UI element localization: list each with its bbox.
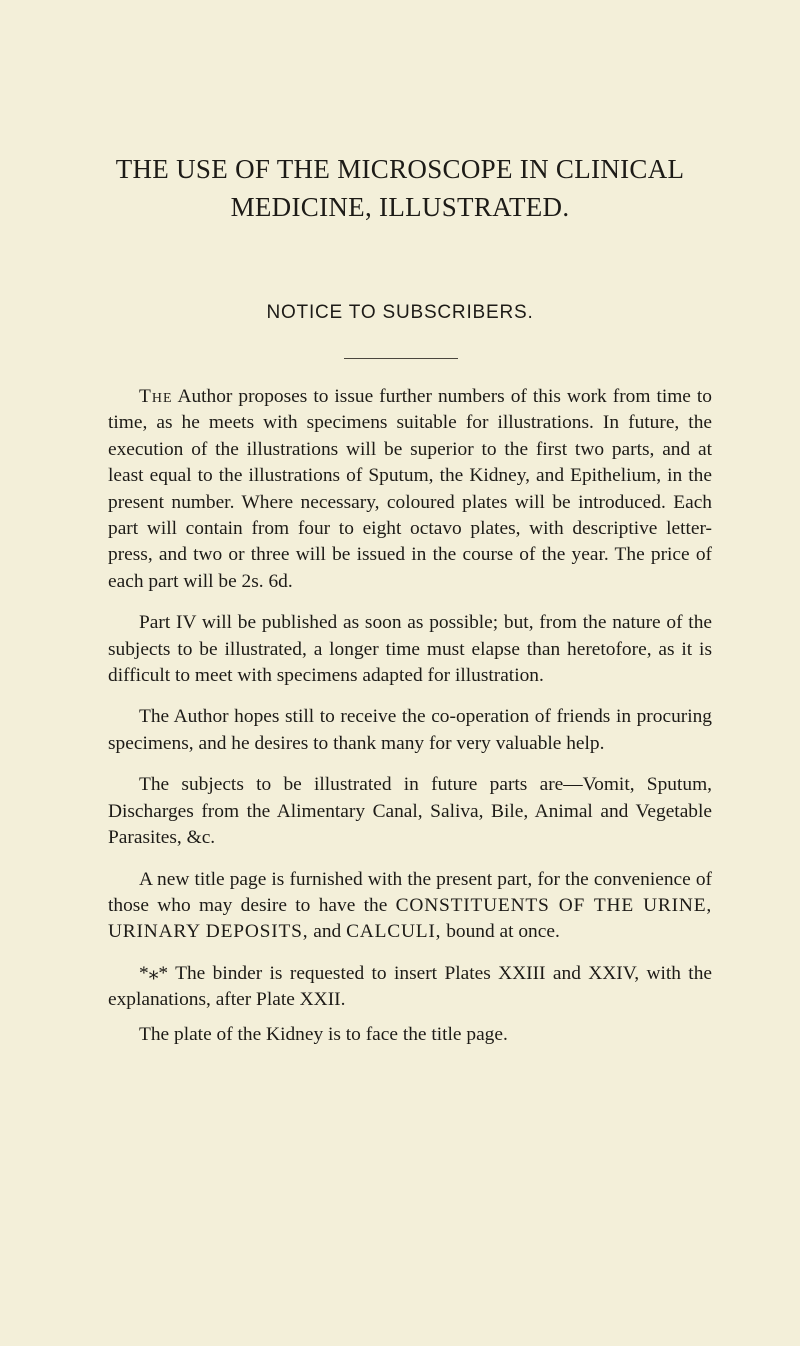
paragraph-1-lead: The (139, 386, 173, 407)
paragraph-3: The Author hopes still to receive the co-operation of friends in procuring specimens, and he desires to thank many for very valuable help. (108, 706, 712, 754)
paragraph-6: *⁎* The binder is requested to insert Plates XXIII and XXIV, with the explanations, after Plate XXII. (108, 962, 712, 1011)
title-line-2: MEDICINE, ILLUSTRATED. (230, 192, 570, 222)
paragraph-7: The plate of the Kidney is to face the title page. (139, 1023, 508, 1045)
paragraph-1 (108, 384, 712, 595)
paragraph-5-caps-2: CALCULI, (346, 921, 442, 943)
document-title (80, 150, 720, 226)
paragraph-5-after: bound at once. (441, 921, 560, 943)
paragraph-5-middle: and (308, 921, 347, 943)
paragraph-2: Part IV will be published as soon as possible; but, from the nature of the subjects to be illustrated, a longer time must elapse than heretofore, as it is difficult to meet with specimens adapted for illustration. (108, 612, 712, 687)
notice-heading: NOTICE TO SUBSCRIBERS. (266, 302, 534, 323)
title-line-1: THE USE OF THE MICROSCOPE IN CLINICAL (115, 154, 685, 184)
notice-body (108, 384, 712, 1063)
paragraph-4: The subjects to be illustrated in future parts are—Vomit, Sputum, Discharges from the Alimentary Canal, Saliva, Bile, Animal and Vegetable Parasites, &c. (108, 774, 712, 849)
paragraph-5-before: A new title page is furnished with the present part, for the convenience of those who may desire to have the (108, 868, 712, 916)
paragraph-5 (108, 867, 712, 946)
paragraph-5-caps: CONSTITUENTS OF THE URINE, URINARY DEPOSITS, (108, 894, 712, 943)
divider-rule (344, 358, 458, 359)
paragraph-1-text: Author proposes to issue further numbers of this work from time to time, as he meets with specimens suitable for illustrations. In future, the execution of the illustrations will be superior to the first two parts, and at least equal to the illustrations of Sputum, the Kidney, and Epithelium, in the present number. Where necessary, coloured plates will be introduced. Each part will contain from four to eight octavo plates, with descriptive letter-press, and two or three will be issued in the course of the year. The price of each part will be 2s. 6d. (108, 386, 712, 592)
